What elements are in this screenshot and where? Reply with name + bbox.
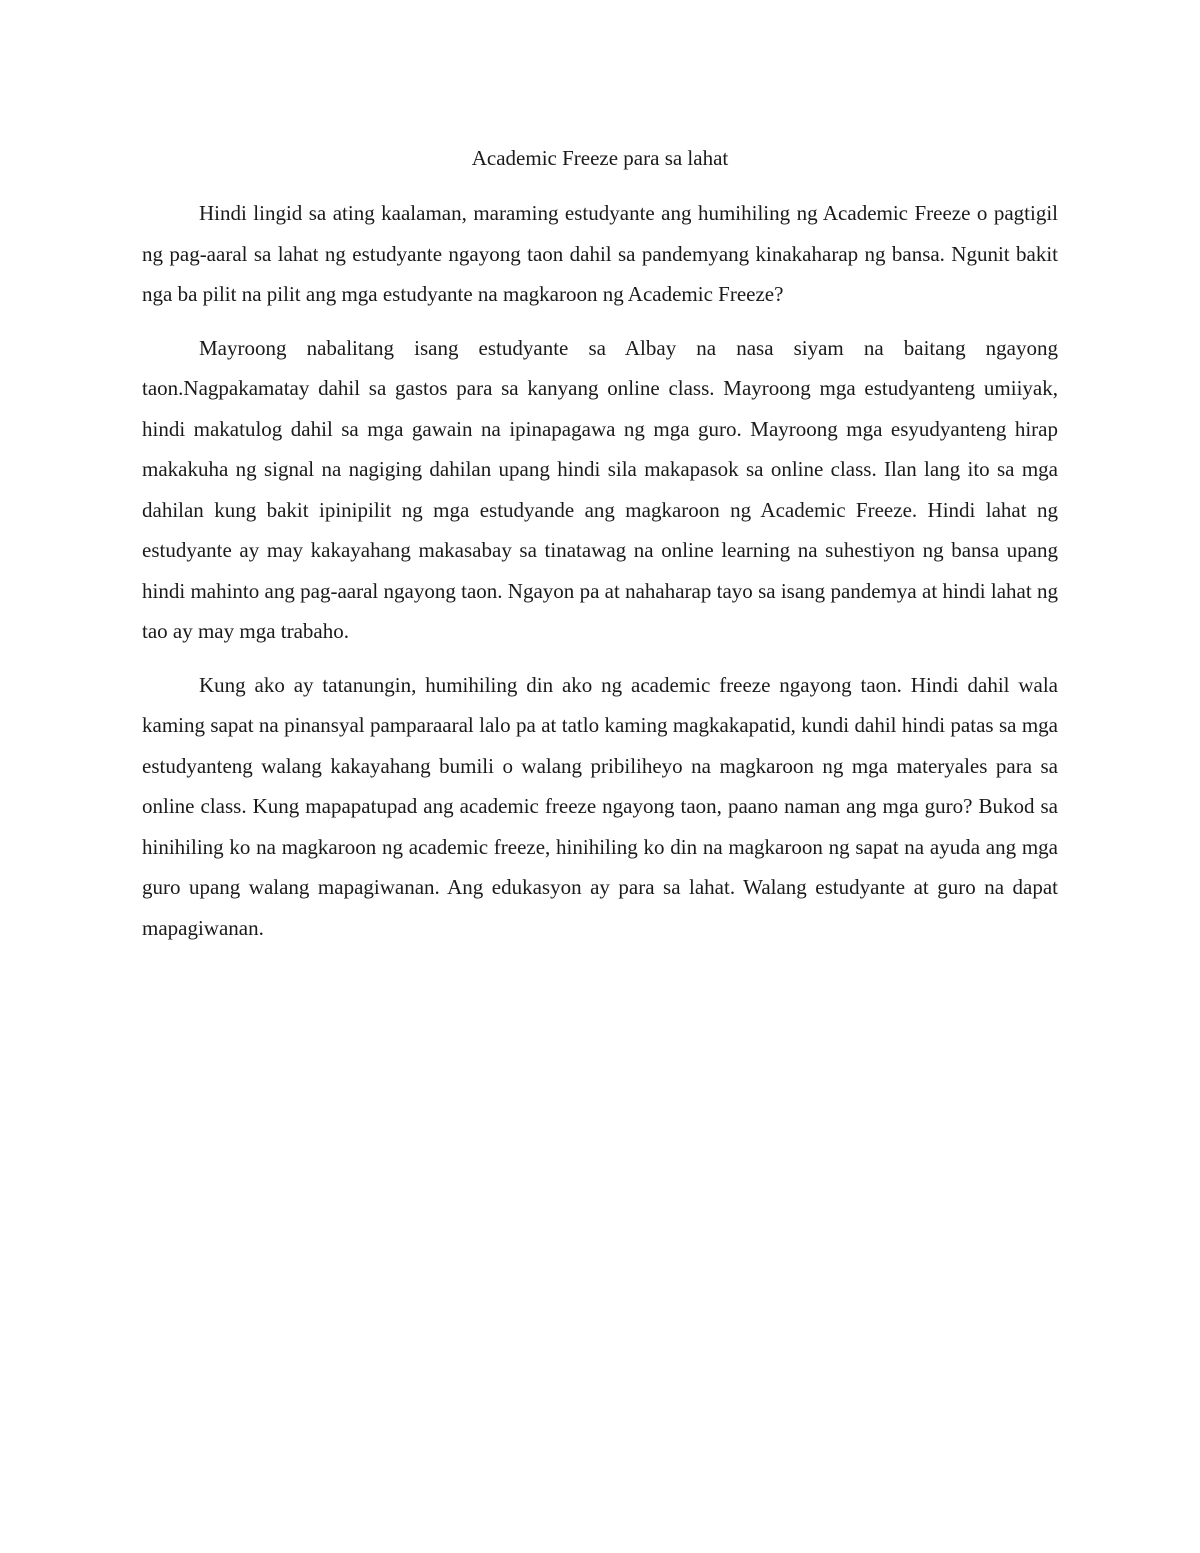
paragraph-3: Kung ako ay tatanungin, humihiling din ako ng academic freeze ngayong taon. Hindi dahil wala kaming sapat na pinansyal pamparaaral lalo pa at tatlo kaming magkakapatid, kundi dahil hindi patas sa mga estudyanteng walang kakayahang bumili o walang pribiliheyo na magkaroon ng mga materyales para sa online class. Kung mapapatupad ang academic freeze ngayong taon, paano naman ang mga guro? Bukod sa hinihiling ko na magkaroon ng academic freeze, hinihiling ko din na magkaroon ng sapat na ayuda ang mga guro upang walang mapagiwanan. Ang edukasyon ay para sa lahat. Walang estudyante at guro na dapat mapagiwanan.: [142, 672, 1058, 940]
document-title: Academic Freeze para sa lahat: [471, 146, 729, 170]
paragraph-1: Hindi lingid sa ating kaalaman, maraming estudyante ang humihiling ng Academic Freeze o pagtigil ng pag-aaral sa lahat ng estudyante ngayong taon dahil sa pandemyang kinakaharap ng bansa. Ngunit bakit nga ba pilit na pilit ang mga estudyante na magkaroon ng Academic Freeze?: [142, 201, 1058, 306]
document-body: [142, 140, 1058, 961]
paragraph-2: Mayroong nabalitang isang estudyante sa Albay na nasa siyam na baitang ngayong taon.Nagpakamatay dahil sa gastos para sa kanyang online class. Mayroong mga estudyanteng umiiyak, hindi makatulog dahil sa mga gawain na ipinapagawa ng mga guro. Mayroong mga esyudyanteng hirap makakuha ng signal na nagiging dahilan upang hindi sila makapasok sa online class. Ilan lang ito sa mga dahilan kung bakit ipinipilit ng mga estudyande ang magkaroon ng Academic Freeze. Hindi lahat ng estudyante ay may kakayahang makasabay sa tinatawag na online learning na suhestiyon ng bansa upang hindi mahinto ang pag-aaral ngayong taon. Ngayon pa at nahaharap tayo sa isang pandemya at hindi lahat ng tao ay may mga trabaho.: [142, 335, 1058, 643]
